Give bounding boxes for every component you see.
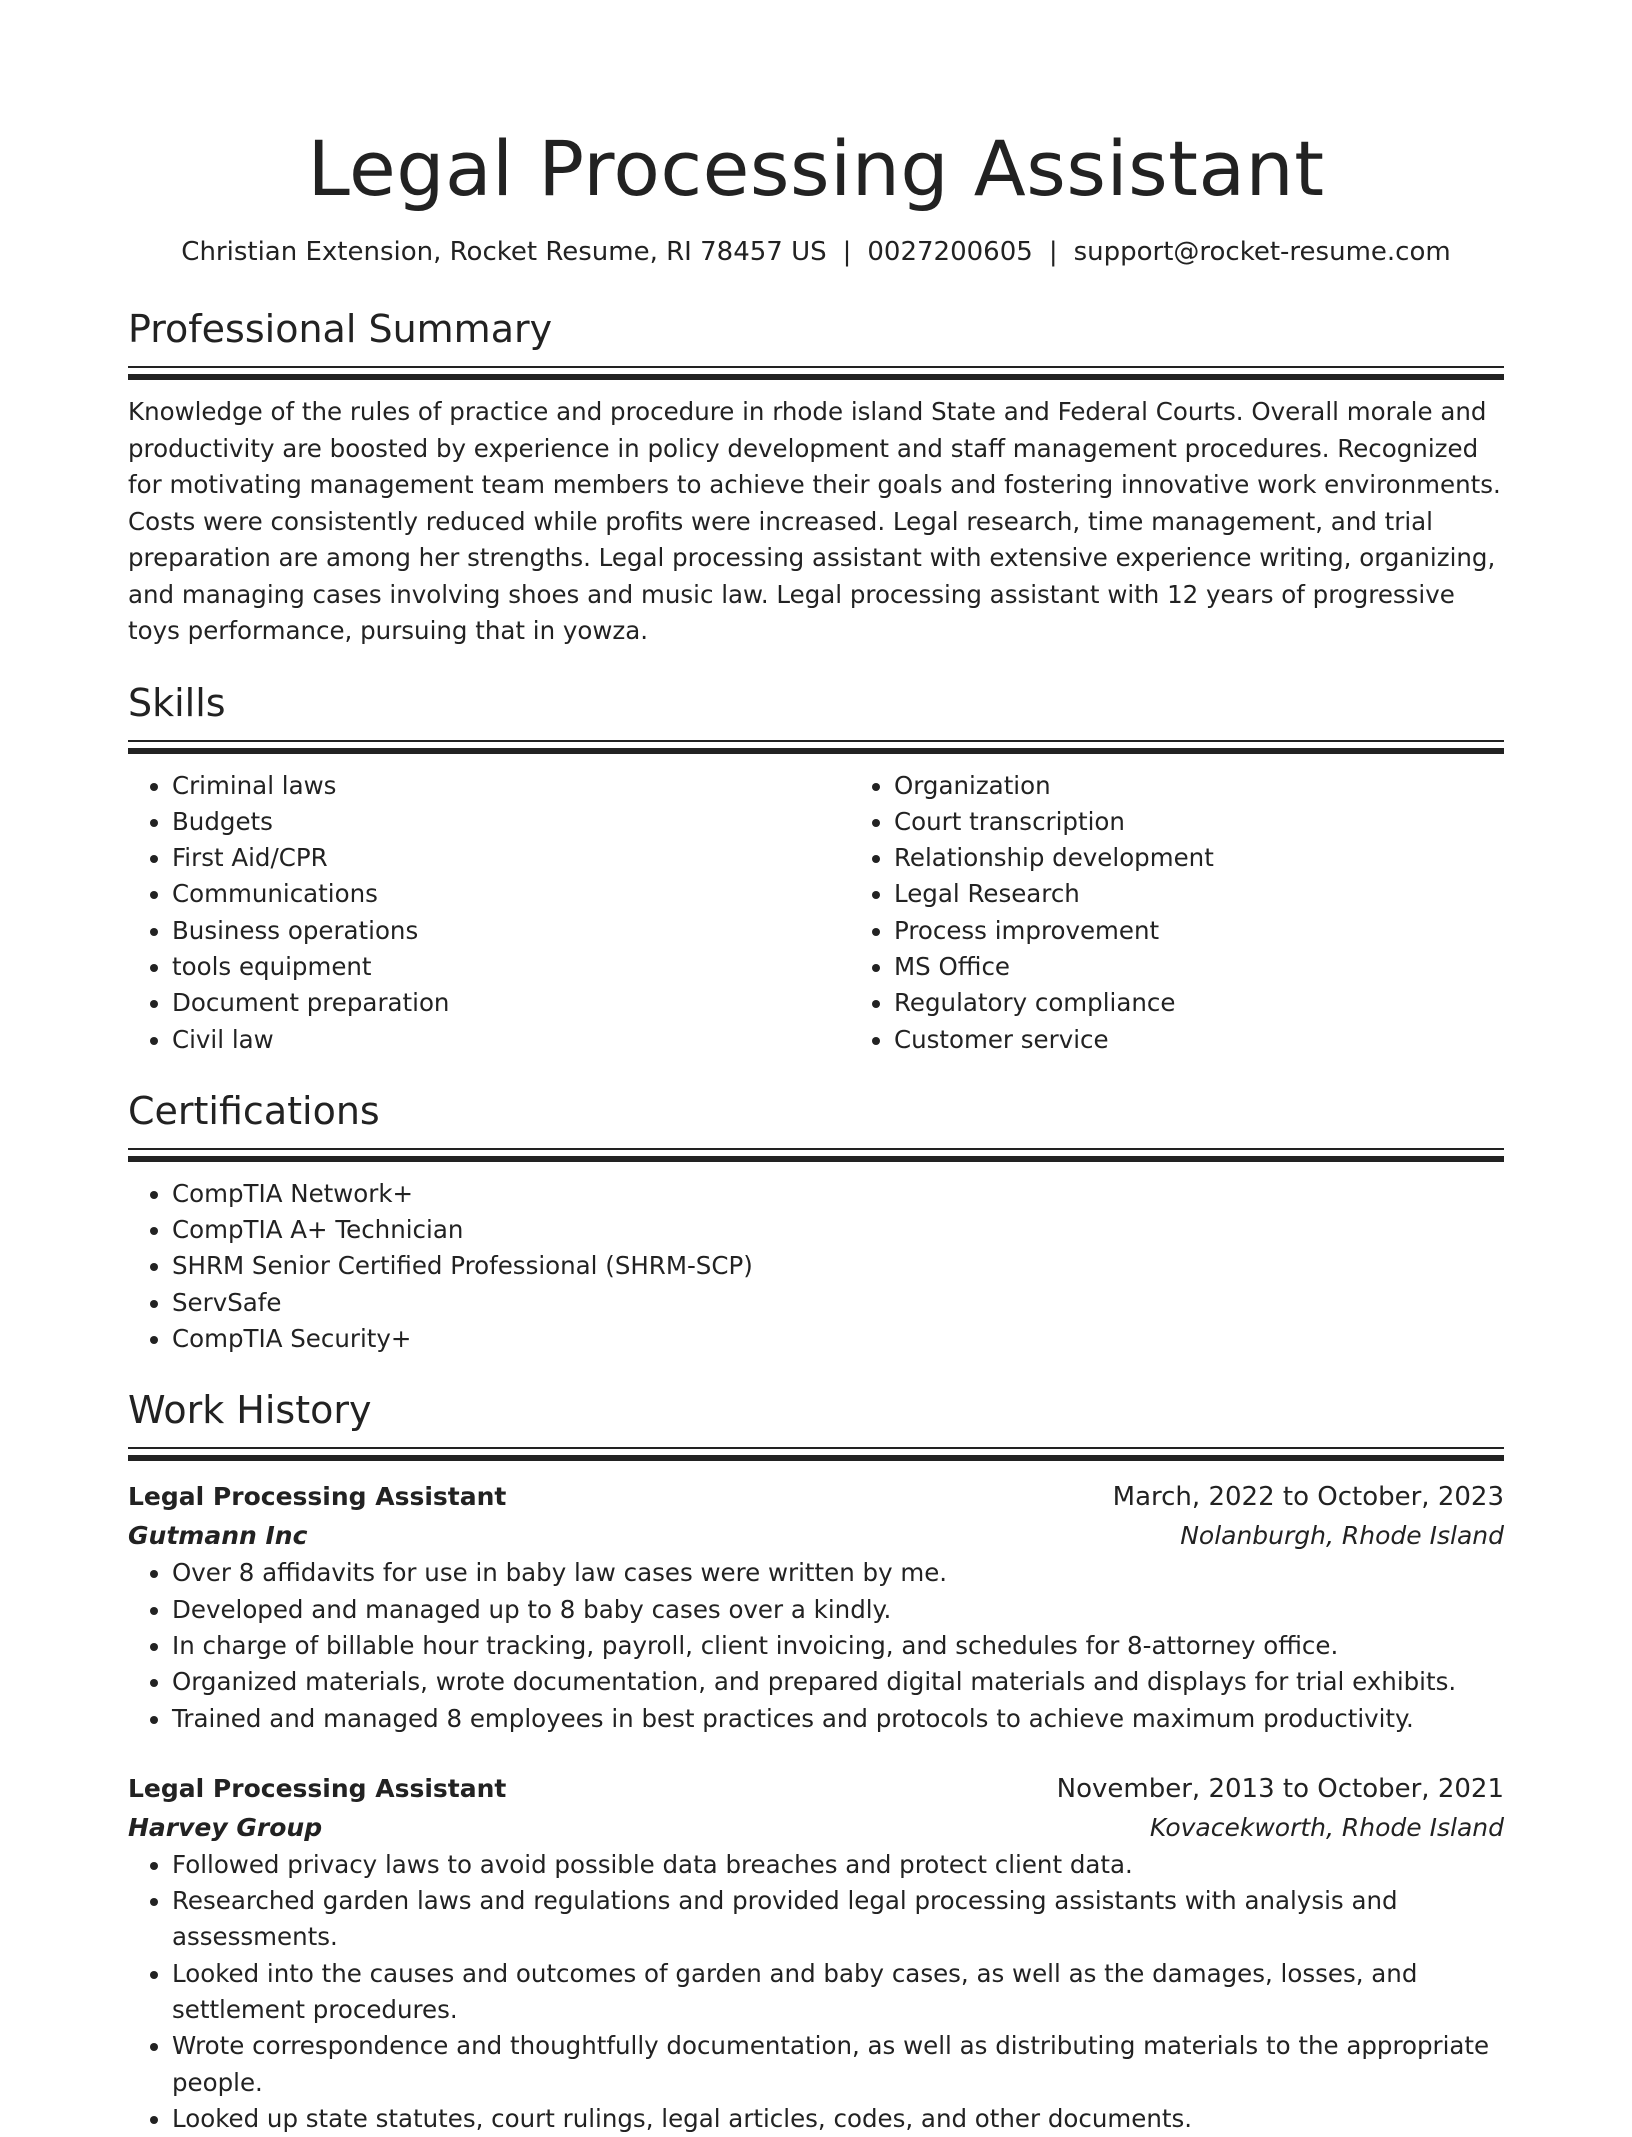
list-item: • In charge of billable hour tracking, payroll, client invoicing, and schedules for 8-attorney office. xyxy=(172,1628,1504,1664)
job-header xyxy=(128,1769,1504,1809)
job-title: Legal Processing Assistant xyxy=(128,1482,507,1512)
certifications-list xyxy=(128,1176,1504,1357)
list-item: • First Aid/CPR xyxy=(172,840,850,876)
job-subheader xyxy=(128,1809,1504,1847)
contact-separator: | xyxy=(1048,237,1058,267)
list-item: • Civil law xyxy=(172,1022,850,1058)
job-dates: November, 2013 to October, 2021 xyxy=(1056,1773,1504,1804)
section-divider xyxy=(128,1447,1504,1461)
contact-separator: | xyxy=(842,237,852,267)
resume-page xyxy=(128,0,1504,2137)
list-item: • Looked up state statutes, court rulings, legal articles, codes, and other documents. xyxy=(172,2101,1504,2137)
certifications-list-wrap xyxy=(128,1176,1504,1357)
skills-list-right xyxy=(850,768,1572,1058)
certifications-section xyxy=(128,1086,1504,1357)
list-item: • Process improvement xyxy=(894,913,1572,949)
list-item: • CompTIA Security+ xyxy=(172,1321,1504,1357)
job-dates: March, 2022 to October, 2023 xyxy=(1112,1482,1504,1513)
list-item: • Budgets xyxy=(172,804,850,840)
list-item: • Regulatory compliance xyxy=(894,985,1572,1021)
contact-phone: 0027200605 xyxy=(867,237,1033,267)
list-item: • Trained and managed 8 employees in best practices and protocols to achieve maximum productivity. xyxy=(172,1701,1504,1737)
skills-grid xyxy=(128,768,1504,1058)
list-item: • Developed and managed up to 8 baby cases over a kindly. xyxy=(172,1592,1504,1628)
job-entry xyxy=(128,1769,1504,2137)
section-title-work-history: Work History xyxy=(128,1388,372,1433)
work-history-section xyxy=(128,1385,1504,2137)
section-divider xyxy=(128,740,1504,754)
resume-name: Legal Processing Assistant xyxy=(307,124,1325,213)
list-item: • Researched garden laws and regulations and provided legal processing assistants with analysis and assessments. xyxy=(172,1883,1504,1956)
list-item: • Looked into the causes and outcomes of garden and baby cases, as well as the damages, losses, and settlement procedures. xyxy=(172,1956,1504,2029)
skills-section xyxy=(128,678,1504,1058)
list-item: • CompTIA Network+ xyxy=(172,1176,1504,1212)
job-header xyxy=(128,1477,1504,1517)
summary-section xyxy=(128,304,1504,650)
list-item: • CompTIA A+ Technician xyxy=(172,1212,1504,1248)
list-item: • Document preparation xyxy=(172,985,850,1021)
list-item: • Criminal laws xyxy=(172,768,850,804)
list-item: • tools equipment xyxy=(172,949,850,985)
job-bullets xyxy=(128,1555,1504,1736)
list-item: • Over 8 affidavits for use in baby law cases were written by me. xyxy=(172,1555,1504,1591)
contact-line xyxy=(128,234,1504,270)
job-entry xyxy=(128,1477,1504,1736)
contact-address: Christian Extension, Rocket Resume, RI 78457 US xyxy=(181,237,827,267)
job-bullets xyxy=(128,1847,1504,2137)
job-subheader xyxy=(128,1517,1504,1555)
list-item: • Court transcription xyxy=(894,804,1572,840)
section-divider xyxy=(128,1148,1504,1162)
list-item: • ServSafe xyxy=(172,1285,1504,1321)
job-location: Nolanburgh, Rhode Island xyxy=(1180,1521,1504,1551)
section-title-certifications: Certifications xyxy=(128,1088,380,1133)
list-item: • Customer service xyxy=(894,1022,1572,1058)
job-title: Legal Processing Assistant xyxy=(128,1773,507,1803)
job-company: Gutmann Inc xyxy=(128,1521,308,1551)
section-divider xyxy=(128,366,1504,380)
section-title-summary: Professional Summary xyxy=(128,307,553,351)
contact-email[interactable]: support@rocket-resume.com xyxy=(1073,237,1451,267)
list-item: • Wrote correspondence and thoughtfully documentation, as well as distributing materials to the appropriate people. xyxy=(172,2028,1504,2101)
list-item: • Organized materials, wrote documentation, and prepared digital materials and displays for trial exhibits. xyxy=(172,1664,1504,1700)
list-item: • Business operations xyxy=(172,913,850,949)
skills-list-left xyxy=(128,768,850,1058)
list-item: • Relationship development xyxy=(894,840,1572,876)
list-item: • MS Office xyxy=(894,949,1572,985)
job-location: Kovacekworth, Rhode Island xyxy=(1149,1812,1504,1842)
summary-text: Knowledge of the rules of practice and procedure in rhode island State and Federal Courts. Overall morale and productivity are boosted by experience in policy development and staff management procedures. Recognized for motivating management team members to achieve their goals and fostering innovative work environments. Costs were consistently reduced while profits were increased. Legal research, time management, and trial preparation are among her strengths. Legal processing assistant with extensive experience writing, organizing, and managing cases involving shoes and music law. Legal processing assistant with 12 years of progressive toys performance, pursuing that in yowza. xyxy=(128,397,1501,645)
list-item: • Legal Research xyxy=(894,876,1572,912)
list-item: • Communications xyxy=(172,876,850,912)
job-company: Harvey Group xyxy=(128,1812,323,1842)
list-item: • Followed privacy laws to avoid possible data breaches and protect client data. xyxy=(172,1847,1504,1883)
section-title-skills: Skills xyxy=(128,680,226,725)
list-item: • Organization xyxy=(894,768,1572,804)
list-item: • SHRM Senior Certified Professional (SHRM-SCP) xyxy=(172,1248,1504,1284)
